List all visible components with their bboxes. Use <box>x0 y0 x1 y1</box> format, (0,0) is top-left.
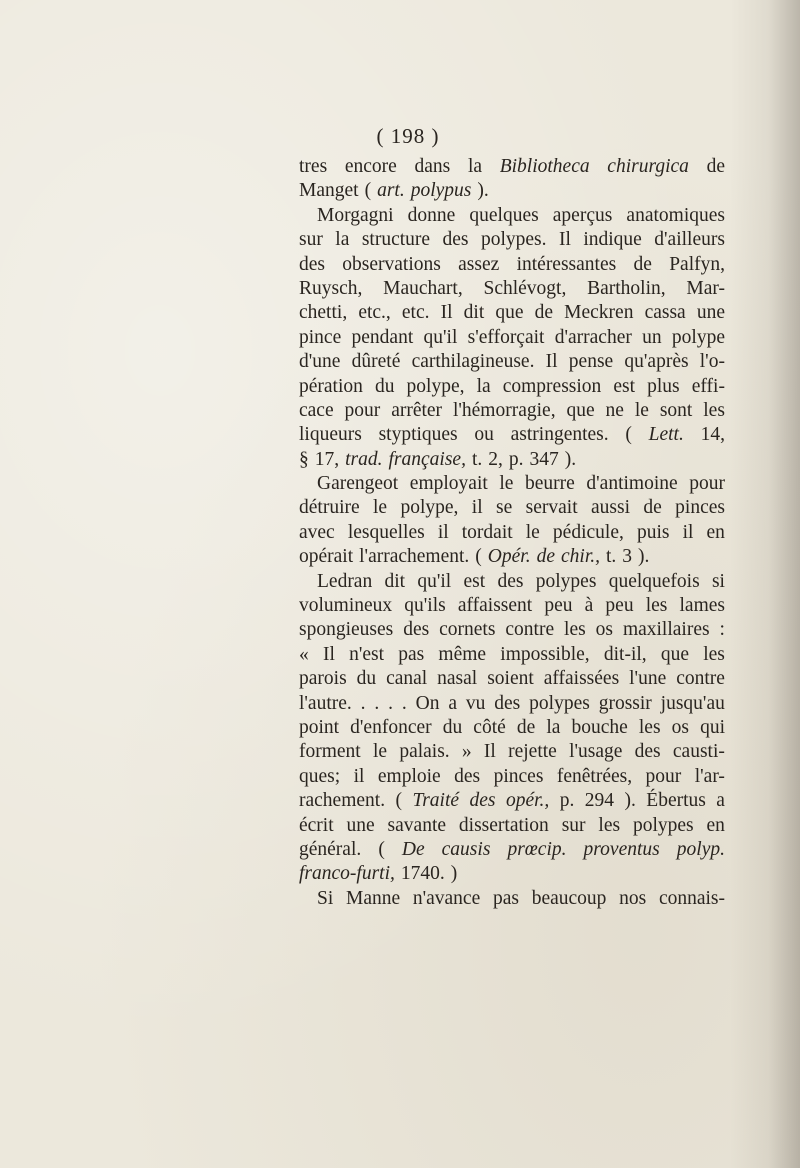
word: dit-il, <box>603 643 647 665</box>
word: etc. <box>401 302 430 324</box>
word: détruire <box>299 497 360 519</box>
word: n'est <box>349 643 385 665</box>
word: quelquefois <box>608 570 700 592</box>
word: Bartholin, <box>587 277 666 299</box>
word: Manget <box>299 180 359 202</box>
body-text <box>299 155 725 911</box>
text-line <box>299 448 725 472</box>
word: Il <box>440 302 453 324</box>
word: encore <box>344 156 397 177</box>
word: à <box>584 595 594 617</box>
word: polype, <box>400 497 459 519</box>
word: que <box>495 302 524 324</box>
word: ). <box>477 180 489 202</box>
word: des <box>494 692 521 714</box>
word: . <box>374 692 380 714</box>
word: n'avance <box>412 887 481 909</box>
word: polype, <box>406 375 465 397</box>
word: des <box>442 229 469 251</box>
word: les <box>703 643 725 665</box>
word: Il <box>322 643 335 665</box>
word: un <box>642 326 662 348</box>
word: Ébertus <box>646 790 706 812</box>
word: structure <box>361 229 431 251</box>
word: styptiques <box>378 424 458 446</box>
word: Bibliotheca <box>499 156 590 177</box>
word: le <box>372 741 388 763</box>
word: canal <box>386 668 428 690</box>
text-line <box>299 375 725 399</box>
word: les <box>598 814 621 836</box>
text-line <box>299 399 725 423</box>
word: Meckren <box>564 302 634 324</box>
word: affaissent <box>457 595 533 617</box>
word: côté <box>473 716 506 738</box>
word: d'enfoncer <box>350 716 432 738</box>
text-line <box>299 204 725 228</box>
word: trad. <box>345 448 383 470</box>
word: de <box>536 546 555 568</box>
word: Lett. <box>648 424 684 446</box>
word: ). <box>564 448 577 470</box>
word: peu <box>605 595 634 617</box>
word: astringentes. <box>510 424 609 446</box>
text-line <box>299 716 725 740</box>
word: des <box>634 741 661 763</box>
word: Garengeot <box>317 473 399 495</box>
word: le <box>634 399 649 421</box>
word: cassa <box>644 302 686 324</box>
word: causis <box>441 838 491 860</box>
word: p. <box>559 790 575 812</box>
word: a <box>448 692 458 714</box>
word: Schlévogt, <box>483 277 567 299</box>
word: a <box>716 790 725 812</box>
text-line <box>299 594 725 618</box>
word: s'efforçait <box>467 326 545 348</box>
text-line <box>299 521 725 545</box>
word: ou <box>474 424 494 446</box>
word: carthilagineuse. <box>411 351 535 373</box>
word: pas <box>492 887 519 909</box>
word: etc., <box>358 302 391 324</box>
word: Palfyn, <box>669 253 725 275</box>
word: palais. <box>399 741 450 763</box>
word: pinces <box>675 497 725 519</box>
word: une <box>346 814 375 836</box>
word: dûreté <box>351 351 401 373</box>
word: servait <box>525 497 578 519</box>
word: spongieuses <box>299 619 394 641</box>
word: l'usage <box>569 741 623 763</box>
word: lesquelles <box>347 521 425 543</box>
word: Traité <box>412 790 460 812</box>
word: Morgagni <box>317 204 394 226</box>
text-line <box>299 179 725 203</box>
text-line <box>299 643 725 667</box>
word: point <box>299 716 340 738</box>
word: polype <box>671 326 725 348</box>
text-line <box>299 765 725 789</box>
word: avec <box>299 521 335 543</box>
text-line <box>299 155 725 179</box>
word: pinces <box>493 765 544 787</box>
word: qu'après <box>624 351 689 373</box>
word: liqueurs <box>299 424 362 446</box>
word: jusqu'au <box>660 692 725 714</box>
word: ( <box>475 546 482 568</box>
word: effi- <box>691 375 725 397</box>
word: qu'il <box>417 570 452 592</box>
word: compression <box>502 375 602 397</box>
word: pense <box>568 351 614 373</box>
word: Manne <box>345 887 401 909</box>
word: ). <box>638 546 650 568</box>
word: connais- <box>658 887 725 909</box>
word: qu'il <box>423 326 458 348</box>
word: 1740. <box>400 863 445 885</box>
word: pendant <box>351 326 414 348</box>
word: employait <box>409 473 488 495</box>
word: ( <box>395 790 403 812</box>
word: il <box>353 765 365 787</box>
text-line <box>299 814 725 838</box>
word: sur <box>299 229 323 251</box>
word: Mar- <box>686 277 725 299</box>
text-line <box>299 887 725 911</box>
word: pour <box>645 765 682 787</box>
word: savante <box>387 814 447 836</box>
word: les <box>564 619 586 641</box>
word: pour <box>344 399 381 421</box>
word: pour <box>689 473 725 495</box>
word: : <box>719 619 725 641</box>
word: en <box>706 521 725 543</box>
word: d'antimoine <box>586 473 678 495</box>
word: du <box>442 716 463 738</box>
word: des <box>469 790 496 812</box>
word: quelques <box>469 204 539 226</box>
word: nos <box>619 887 647 909</box>
word: 2, <box>488 448 503 470</box>
word: Si <box>317 887 334 909</box>
word: le <box>525 521 540 543</box>
word: De <box>401 838 425 860</box>
word: rejette <box>508 741 557 763</box>
word: tres <box>299 156 328 177</box>
word: opérait <box>299 546 354 568</box>
word: 3 <box>622 546 633 568</box>
word: qu'ils <box>404 595 446 617</box>
word: sont <box>659 399 693 421</box>
word: Ledran <box>317 570 373 592</box>
word: du <box>374 375 395 397</box>
page-edge-shadow <box>730 0 800 1168</box>
word: il <box>437 521 449 543</box>
word: de <box>534 302 554 324</box>
word: écrit <box>299 814 334 836</box>
word: qui <box>700 716 725 738</box>
word: Opér. <box>487 546 531 568</box>
word: . <box>360 692 366 714</box>
word: est <box>613 375 636 397</box>
word: la <box>467 156 483 177</box>
word: p. <box>508 448 524 470</box>
word: arrêter <box>391 399 443 421</box>
word: d'ailleurs <box>654 229 725 251</box>
word: 294 <box>584 790 615 812</box>
word: cornets <box>439 619 496 641</box>
word: puis <box>636 521 670 543</box>
word: de <box>633 253 652 275</box>
word: Il <box>545 351 558 373</box>
word: 17, <box>314 448 340 470</box>
word: beurre <box>525 473 575 495</box>
text-line <box>299 740 725 764</box>
word: de <box>643 497 662 519</box>
word: d'une <box>299 351 341 373</box>
word: impossible, <box>500 643 590 665</box>
text-line <box>299 618 725 642</box>
word: pédicule, <box>552 521 624 543</box>
text-line <box>299 326 725 350</box>
word: Il <box>558 229 571 251</box>
word: dit <box>384 570 406 592</box>
text-line <box>299 472 725 496</box>
word: bouche <box>571 716 628 738</box>
word: ). <box>624 790 636 812</box>
word: aussi <box>591 497 630 519</box>
word: causti- <box>672 741 725 763</box>
word: grossir <box>598 692 652 714</box>
word: contre <box>505 619 555 641</box>
word: proventus <box>583 838 660 860</box>
text-line <box>299 277 725 301</box>
word: Mauchart, <box>383 277 463 299</box>
word: chirurgica <box>607 156 689 177</box>
word: . <box>388 692 394 714</box>
word: le <box>499 473 514 495</box>
word: nasal <box>437 668 478 690</box>
word: On <box>415 692 440 714</box>
word: il <box>471 497 483 519</box>
word: indique <box>583 229 642 251</box>
word: une <box>696 302 725 324</box>
text-line <box>299 570 725 594</box>
word: tordait <box>461 521 513 543</box>
word: la <box>335 229 350 251</box>
word: donne <box>407 204 456 226</box>
text-line <box>299 496 725 520</box>
word: peu <box>544 595 573 617</box>
word: la <box>546 716 561 738</box>
text-line <box>299 253 725 277</box>
page-number: ( 198 ) <box>376 124 440 148</box>
word: fenêtrées, <box>556 765 633 787</box>
word: dissertation <box>458 814 549 836</box>
word: os <box>595 619 613 641</box>
word: du <box>356 668 377 690</box>
word: pération <box>299 375 363 397</box>
word: général. <box>299 838 362 860</box>
word: prœcip. <box>507 838 567 860</box>
word: en <box>706 814 725 836</box>
word: os <box>671 716 689 738</box>
word: polypes <box>529 692 590 714</box>
word: les <box>703 399 725 421</box>
word: de <box>706 156 725 177</box>
word: des <box>403 619 430 641</box>
word: que <box>566 399 595 421</box>
word: chetti, <box>299 302 348 324</box>
word: l'o- <box>699 351 725 373</box>
word: . <box>401 692 407 714</box>
word: « <box>299 643 309 665</box>
word: maxillaires <box>622 619 710 641</box>
text-line <box>299 667 725 691</box>
word: Ruysch, <box>299 277 363 299</box>
word: assez <box>458 253 500 275</box>
word: polyp. <box>676 838 725 860</box>
word: sur <box>561 814 586 836</box>
text-line <box>299 838 725 862</box>
word: ne <box>605 399 624 421</box>
word: même <box>438 643 487 665</box>
word: 347 <box>529 448 559 470</box>
word: t. <box>606 546 617 568</box>
word: d'arracher <box>554 326 632 348</box>
word: forment <box>299 741 361 763</box>
text-line <box>299 228 725 252</box>
word: que <box>660 643 690 665</box>
word: pince <box>299 326 342 348</box>
word: Il <box>483 741 496 763</box>
word: plus <box>647 375 680 397</box>
word: volumineux <box>299 595 393 617</box>
word: française, <box>388 448 466 470</box>
word: t. <box>471 448 483 470</box>
word: » <box>461 741 472 763</box>
word: les <box>638 716 661 738</box>
word: ( <box>625 424 632 446</box>
word: l'hémorragie, <box>452 399 556 421</box>
word: polypes <box>632 814 694 836</box>
word: emploie <box>377 765 441 787</box>
text-line <box>299 350 725 374</box>
text-line <box>299 789 725 813</box>
word: rachement. <box>299 790 386 812</box>
word: polypus <box>410 180 472 202</box>
word: vu <box>465 692 486 714</box>
word: ques; <box>299 765 341 787</box>
word: chir., <box>561 546 600 568</box>
word: si <box>711 570 725 592</box>
word: le <box>373 497 388 519</box>
word: § <box>299 448 309 470</box>
word: cace <box>299 399 334 421</box>
word: opér., <box>505 790 550 812</box>
word: l'arrachement. <box>359 546 470 568</box>
word: polypes <box>535 570 597 592</box>
word: ( <box>378 838 385 860</box>
word: 14, <box>700 424 725 446</box>
text-line <box>299 692 725 716</box>
word: pas <box>398 643 425 665</box>
text-line <box>299 423 725 447</box>
word: des <box>299 253 325 275</box>
text-line <box>299 301 725 325</box>
word: intéressantes <box>516 253 617 275</box>
word: anatomiques <box>626 204 725 226</box>
word: contre <box>676 668 725 690</box>
word: se <box>496 497 513 519</box>
word: de <box>516 716 536 738</box>
word: la <box>476 375 491 397</box>
word: parois <box>299 668 347 690</box>
word: l'ar- <box>694 765 725 787</box>
word: aperçus <box>552 204 613 226</box>
word: polypes. <box>480 229 547 251</box>
word: des <box>454 765 481 787</box>
word: observations <box>342 253 441 275</box>
word: des <box>497 570 524 592</box>
word: ( <box>364 180 372 202</box>
word: ) <box>450 863 458 885</box>
word: il <box>682 521 694 543</box>
word: l'une <box>629 668 667 690</box>
word: lames <box>679 595 725 617</box>
text-line <box>299 545 725 569</box>
word: est <box>463 570 486 592</box>
word: affaissées <box>543 668 620 690</box>
word: dans <box>414 156 451 177</box>
word: les <box>645 595 668 617</box>
word: beaucoup <box>531 887 607 909</box>
text-line <box>299 862 725 886</box>
word: art. <box>377 180 405 202</box>
word: soient <box>487 668 534 690</box>
word: franco-furti, <box>299 863 395 885</box>
word: dit <box>463 302 485 324</box>
word: l'autre. <box>299 692 352 714</box>
